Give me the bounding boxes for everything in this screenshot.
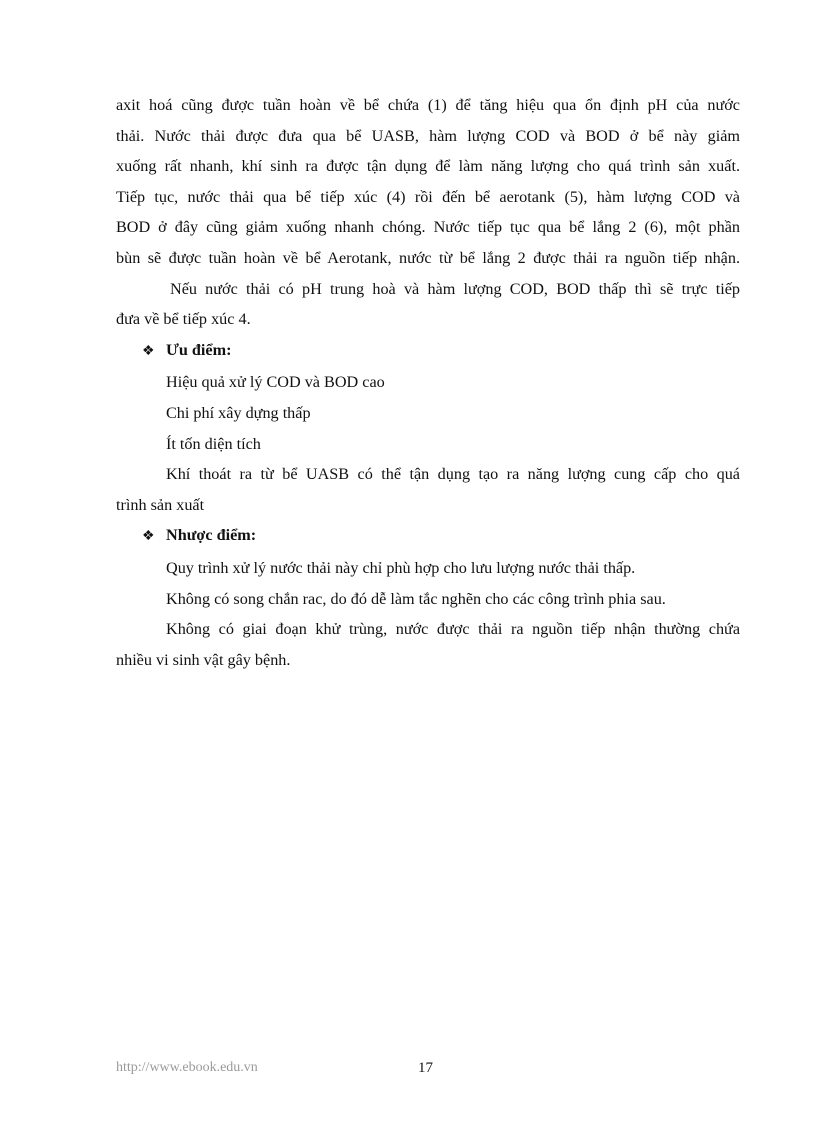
footer-url: http://www.ebook.edu.vn (116, 1060, 258, 1075)
text-line: trình sản xuất (116, 495, 205, 514)
paragraph-neutral-ph (116, 274, 740, 335)
disadvantages-heading: ❖ Nhược điểm: (116, 520, 740, 553)
paragraph-process-description (116, 90, 740, 274)
page-number: 17 (418, 1060, 433, 1076)
advantage-item: Ít tốn diện tích (166, 434, 261, 453)
disadvantage-item-long (116, 614, 740, 675)
text-line: nhiều vi sinh vật gây bệnh. (116, 650, 291, 669)
advantages-heading: ❖ Ưu điểm: (116, 335, 740, 368)
text-line: xuống rất nhanh, khí sinh ra được tận dụng để làm năng lượng cho quá trình sản xuất. (116, 157, 740, 176)
text-line: BOD ở đây cũng giảm xuống nhanh chóng. Nước tiếp tục qua bể lắng 2 (6), một phần (116, 218, 740, 237)
page-footer (116, 1060, 740, 1084)
text-line: thải. Nước thải được đưa qua bể UASB, hàm lượng COD và BOD ở bể này giảm (116, 126, 740, 145)
text-line: axit hoá cũng được tuần hoàn về bể chứa (1) để tăng hiệu qua ổn định pH của nước (116, 96, 740, 114)
advantage-item: Chi phí xây dựng thấp (166, 403, 311, 422)
advantage-item-long (116, 459, 740, 520)
page-content (116, 90, 740, 675)
text-line: Tiếp tục, nước thải qua bể tiếp xúc (4) rồi đến bể aerotank (5), hàm lượng COD và (116, 187, 740, 206)
disadvantage-item: Không có song chắn rac, do đó dễ làm tắc nghẽn cho các công trình phia sau. (166, 589, 666, 608)
diamond-bullet-icon: ❖ (142, 529, 155, 545)
disadvantage-item: Quy trình xử lý nước thải này chỉ phù hợp cho lưu lượng nước thải thấp. (166, 558, 636, 577)
text-line: Khí thoát ra từ bể UASB có thể tận dụng tạo ra năng lượng cung cấp cho quá (166, 465, 740, 484)
diamond-bullet-icon: ❖ (142, 343, 155, 359)
text-line: bùn sẽ được tuần hoàn về bể Aerotank, nước từ bể lắng 2 được thải ra nguồn tiếp nhận. (116, 248, 740, 267)
text-line: đưa về bể tiếp xúc 4. (116, 310, 251, 329)
advantage-item: Hiệu quả xử lý COD và BOD cao (166, 373, 385, 392)
text-line: Nếu nước thải có pH trung hoà và hàm lượng COD, BOD thấp thì sẽ trực tiếp (170, 279, 740, 298)
text-line: Không có giai đoạn khử trùng, nước được thải ra nguồn tiếp nhận thường chứa (166, 620, 740, 639)
